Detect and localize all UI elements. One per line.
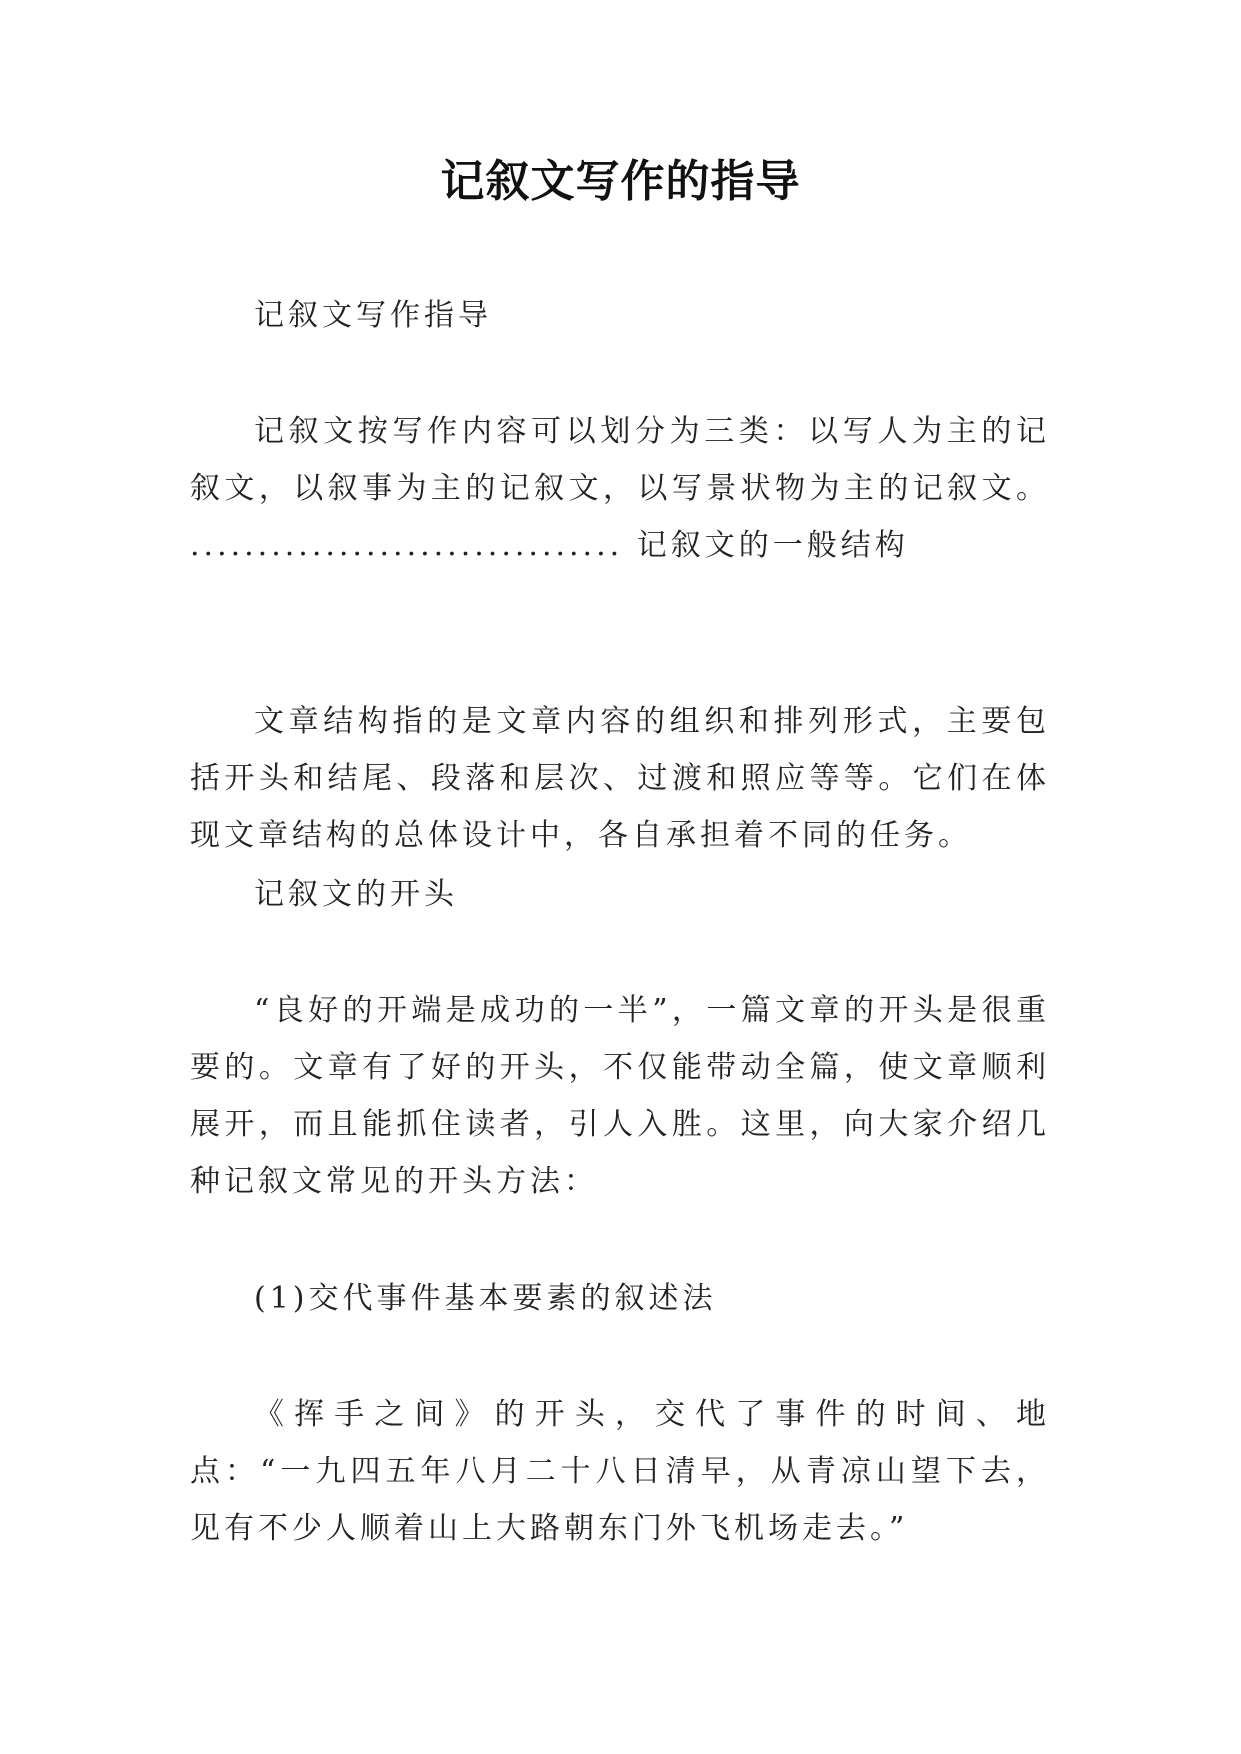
paragraph-subtitle: 记叙文写作指导: [254, 298, 492, 333]
paragraph-heading-opening: 记叙文的开头: [254, 877, 458, 912]
paragraph-categories: 记叙文按写作内容可以划分为三类：以写人为主的记叙文，以叙事为主的记叙文，以写景状物为主的记叙文。 ................................ 记叙文的一般结构: [190, 414, 1050, 563]
paragraph-structure: 文章结构指的是文章内容的组织和排列形式，主要包括开头和结尾、段落和层次、过渡和照应等等。它们在体现文章结构的总体设计中，各自承担着不同的任务。: [190, 704, 1050, 853]
paragraph-opening-importance: “良好的开端是成功的一半”，一篇文章的开头是很重要的。文章有了好的开头，不仅能带动全篇，使文章顺利展开，而且能抓住读者，引人入胜。这里，向大家介绍几种记叙文常见的开头方法：: [190, 993, 1050, 1199]
document-title: 记叙文写作的指导: [440, 156, 801, 207]
paragraph-example: 《挥手之间》的开头，交代了事件的时间、地点：“一九四五年八月二十八日清早，从青凉山望下去，见有不少人顺着山上大路朝东门外飞机场走去。”: [190, 1397, 1050, 1546]
paragraph-method-1: (1)交代事件基本要素的叙述法: [254, 1281, 717, 1316]
